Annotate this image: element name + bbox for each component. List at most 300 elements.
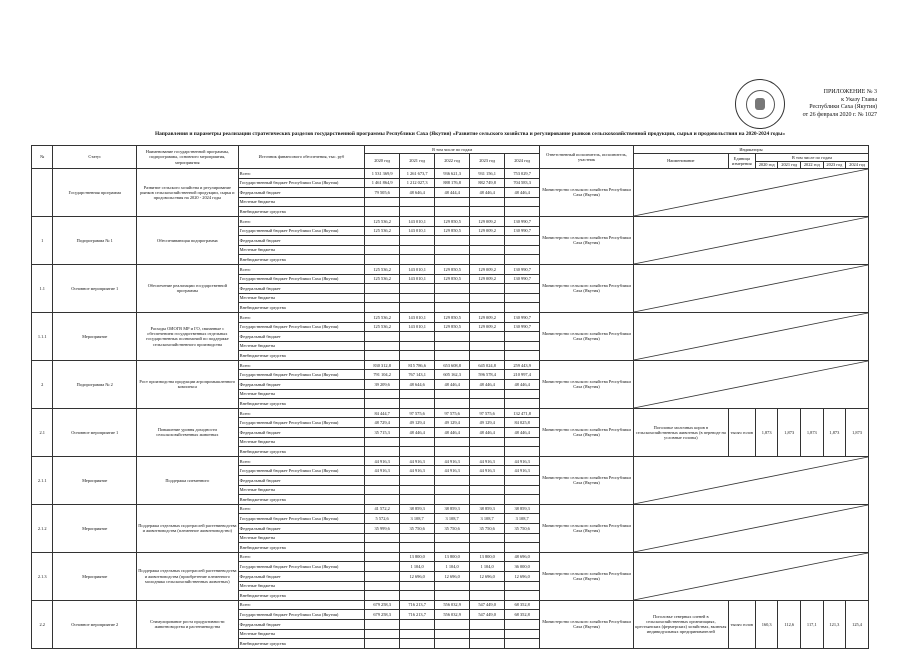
amount-cell	[435, 476, 470, 486]
table-row	[32, 456, 869, 466]
amount-cell: 48 446,4	[470, 380, 505, 390]
amount-cell: 68 352,8	[505, 610, 540, 620]
amount-cell	[470, 197, 505, 207]
amount-cell: 130 990,7	[505, 312, 540, 322]
source-label: Федеральный бюджет	[238, 428, 364, 438]
amount-cell	[470, 255, 505, 265]
amount-cell	[505, 543, 540, 553]
indicator-name: Поголовье молочных коров в сельскохозяйственных животных (в переводе на условные головы)	[633, 408, 728, 456]
amount-cell: 44 916,3	[400, 466, 435, 476]
row-executor: Министерство сельского хозяйства Республики Саха (Якутия)	[540, 360, 634, 408]
row-status: Подпрограмма № 1	[53, 216, 137, 264]
amount-cell	[505, 197, 540, 207]
amount-cell	[470, 293, 505, 303]
amount-cell	[505, 236, 540, 246]
amount-cell: 704 583,3	[505, 178, 540, 188]
amount-cell	[470, 303, 505, 313]
amount-cell	[365, 562, 400, 572]
amount-cell: 679 258,3	[365, 600, 400, 610]
amount-cell	[365, 495, 400, 505]
amount-cell	[470, 639, 505, 649]
table-row	[32, 360, 869, 370]
amount-cell: 210 997,4	[505, 370, 540, 380]
amount-cell	[365, 236, 400, 246]
amount-cell: 12 696,0	[470, 571, 505, 581]
amount-cell	[400, 293, 435, 303]
amount-cell	[435, 341, 470, 351]
amount-cell	[435, 207, 470, 217]
table-row	[32, 504, 869, 514]
amount-cell: 44 916,3	[435, 466, 470, 476]
amount-cell	[435, 533, 470, 543]
source-label: Внебюджетные средства	[238, 207, 364, 217]
amount-cell	[400, 389, 435, 399]
header-year: 2023 год	[470, 154, 505, 169]
amount-cell: 129 850,5	[435, 226, 470, 236]
amount-cell: 596 578,4	[470, 370, 505, 380]
row-name: Поддержка племенного	[137, 456, 239, 504]
indicator-value: 1,873	[823, 408, 846, 456]
amount-cell: 68 352,8	[505, 600, 540, 610]
source-label: Всего	[238, 552, 364, 562]
source-label: Всего	[238, 600, 364, 610]
indicator-value: 117,1	[801, 600, 824, 648]
source-label: Государственный бюджет Республики Саха (Якутия)	[238, 514, 364, 524]
amount-cell: 48 446,4	[505, 188, 540, 198]
amount-cell: 44 916,3	[505, 466, 540, 476]
source-label: Внебюджетные средства	[238, 255, 364, 265]
amount-cell: 44 916,3	[470, 466, 505, 476]
amount-cell: 44 916,3	[435, 456, 470, 466]
amount-cell: 35 999,6	[365, 523, 400, 533]
amount-cell: 129 850,5	[435, 274, 470, 284]
amount-cell: 44 916,3	[400, 456, 435, 466]
amount-cell	[505, 591, 540, 601]
amount-cell	[365, 533, 400, 543]
amount-cell	[435, 629, 470, 639]
source-label: Федеральный бюджет	[238, 188, 364, 198]
row-num	[32, 169, 53, 217]
amount-cell: 44 916,3	[365, 466, 400, 476]
source-label: Федеральный бюджет	[238, 476, 364, 486]
amount-cell	[505, 207, 540, 217]
amount-cell: 130 990,7	[505, 226, 540, 236]
amount-cell	[400, 351, 435, 361]
amount-cell	[435, 293, 470, 303]
row-name: Поддержка отдельных подотраслей растениеводства и животноводства (племенное животноводство)	[137, 504, 239, 552]
empty-indicator-cell	[633, 264, 868, 312]
indicator-value: 1,873	[778, 408, 801, 456]
source-label: Местные бюджеты	[238, 293, 364, 303]
amount-cell	[365, 543, 400, 553]
amount-cell	[365, 552, 400, 562]
amount-cell: 130 990,7	[505, 322, 540, 332]
amount-cell	[365, 293, 400, 303]
amount-cell: 48 646,4	[400, 188, 435, 198]
amount-cell: 547 449,0	[470, 610, 505, 620]
empty-indicator-cell	[633, 360, 868, 408]
row-num: 1.1	[32, 264, 53, 312]
amount-cell: 830 312,8	[365, 360, 400, 370]
amount-cell: 38 859,3	[505, 504, 540, 514]
amount-cell	[505, 245, 540, 255]
header-num: №	[32, 146, 53, 169]
amount-cell: 35 750,6	[505, 523, 540, 533]
source-label: Всего	[238, 408, 364, 418]
amount-cell: 653 608,8	[435, 360, 470, 370]
amount-cell	[365, 284, 400, 294]
amount-cell	[365, 245, 400, 255]
amount-cell: 44 916,3	[505, 456, 540, 466]
header-source: Источник финансового обеспечения, тыс. руб	[238, 146, 364, 169]
amount-cell	[435, 399, 470, 409]
amount-cell	[505, 284, 540, 294]
amount-cell	[470, 543, 505, 553]
amount-cell	[400, 533, 435, 543]
amount-cell: 49 129,4	[400, 418, 435, 428]
amount-cell	[505, 485, 540, 495]
amount-cell: 1 531 369,9	[365, 169, 400, 179]
program-table	[31, 145, 869, 649]
row-num: 2.1	[32, 408, 53, 456]
amount-cell: 48 696,0	[505, 552, 540, 562]
amount-cell: 48 446,4	[470, 188, 505, 198]
header-year: 2021 год	[400, 154, 435, 169]
amount-cell	[400, 284, 435, 294]
amount-cell: 97 575,6	[470, 408, 505, 418]
amount-cell	[365, 476, 400, 486]
row-executor: Министерство сельского хозяйства Республики Саха (Якутия)	[540, 552, 634, 600]
amount-cell	[470, 332, 505, 342]
amount-cell: 1 104,0	[435, 562, 470, 572]
header-year: 2024 год	[505, 154, 540, 169]
row-status: Мероприятие	[53, 504, 137, 552]
amount-cell: 49 129,4	[435, 418, 470, 428]
amount-cell: 13 800,0	[435, 552, 470, 562]
amount-cell: 143 010,1	[400, 226, 435, 236]
amount-cell	[435, 581, 470, 591]
empty-indicator-cell	[633, 552, 868, 600]
indicator-value: 121,3	[823, 600, 846, 648]
amount-cell	[505, 341, 540, 351]
diagonal-strike	[634, 457, 868, 504]
source-label: Всего	[238, 360, 364, 370]
amount-cell	[470, 619, 505, 629]
source-label: Местные бюджеты	[238, 533, 364, 543]
header-ind-year: 2020 год	[755, 162, 778, 169]
amount-cell	[470, 447, 505, 457]
amount-cell: 12 696,0	[435, 571, 470, 581]
source-label: Государственный бюджет Республики Саха (Якутия)	[238, 610, 364, 620]
amount-cell: 48 446,4	[505, 380, 540, 390]
amount-cell	[400, 543, 435, 553]
amount-cell: 125 536,2	[365, 274, 400, 284]
amount-cell: 767 143,1	[400, 370, 435, 380]
amount-cell: 125 536,2	[365, 216, 400, 226]
header-ind-year: 2023 год	[823, 162, 846, 169]
source-label: Местные бюджеты	[238, 485, 364, 495]
source-label: Федеральный бюджет	[238, 571, 364, 581]
amount-cell: 35 750,6	[435, 523, 470, 533]
amount-cell: 129 009,2	[470, 216, 505, 226]
table-row	[32, 312, 869, 322]
source-label: Федеральный бюджет	[238, 236, 364, 246]
amount-cell	[435, 437, 470, 447]
amount-cell	[435, 284, 470, 294]
amount-cell	[505, 389, 540, 399]
amount-cell: 44 916,3	[470, 456, 505, 466]
amount-cell	[505, 293, 540, 303]
amount-cell: 125 536,2	[365, 264, 400, 274]
source-label: Внебюджетные средства	[238, 399, 364, 409]
amount-cell	[365, 485, 400, 495]
amount-cell	[365, 207, 400, 217]
header-ind-year: 2021 год	[778, 162, 801, 169]
amount-cell: 125 536,2	[365, 322, 400, 332]
header-ind-year: 2024 год	[846, 162, 869, 169]
amount-cell	[435, 236, 470, 246]
row-executor: Министерство сельского хозяйства Республики Саха (Якутия)	[540, 312, 634, 360]
source-label: Всего	[238, 169, 364, 179]
amount-cell	[365, 437, 400, 447]
header-status: Статус	[53, 146, 137, 169]
amount-cell	[505, 581, 540, 591]
amount-cell: 41 572,2	[365, 504, 400, 514]
amount-cell	[435, 543, 470, 553]
source-label: Местные бюджеты	[238, 629, 364, 639]
amount-cell	[470, 351, 505, 361]
amount-cell	[470, 591, 505, 601]
amount-cell	[400, 236, 435, 246]
row-name: Поддержка отдельных подотраслей растениеводства и животноводства (приобретение племенного молодняка сельскохозяйственных животных)	[137, 552, 239, 600]
amount-cell: 3 108,7	[470, 514, 505, 524]
source-label: Местные бюджеты	[238, 341, 364, 351]
amount-cell: 97 575,6	[400, 408, 435, 418]
amount-cell: 38 859,3	[400, 504, 435, 514]
amount-cell: 129 009,2	[470, 274, 505, 284]
amount-cell	[505, 351, 540, 361]
amount-cell: 143 010,1	[400, 312, 435, 322]
row-num: 2.2	[32, 600, 53, 648]
row-num: 2.1.1	[32, 456, 53, 504]
amount-cell	[400, 332, 435, 342]
amount-cell: 49 129,4	[470, 418, 505, 428]
amount-cell	[400, 197, 435, 207]
amount-cell: 3 108,7	[435, 514, 470, 524]
amount-cell	[400, 447, 435, 457]
amount-cell: 84 025,8	[505, 418, 540, 428]
amount-cell	[470, 399, 505, 409]
amount-cell: 130 990,7	[505, 274, 540, 284]
amount-cell	[470, 476, 505, 486]
source-label: Государственный бюджет Республики Саха (Якутия)	[238, 562, 364, 572]
amount-cell: 936 621,3	[435, 169, 470, 179]
amount-cell	[435, 255, 470, 265]
amount-cell	[400, 341, 435, 351]
source-label: Внебюджетные средства	[238, 495, 364, 505]
table-row	[32, 264, 869, 274]
amount-cell	[435, 332, 470, 342]
amount-cell: 3 108,7	[400, 514, 435, 524]
header-executor: Ответственный исполнитель, исполнитель, участник	[540, 146, 634, 169]
amount-cell: 931 156,1	[470, 169, 505, 179]
header-unit: Единица измерения	[728, 154, 755, 169]
amount-cell	[470, 284, 505, 294]
amount-cell: 125 536,2	[365, 226, 400, 236]
source-label: Внебюджетные средства	[238, 543, 364, 553]
amount-cell	[505, 495, 540, 505]
amount-cell: 547 449,0	[470, 600, 505, 610]
amount-cell: 679 258,3	[365, 610, 400, 620]
header-ind-incl-years: В том числе по годам	[755, 154, 868, 162]
amount-cell	[435, 495, 470, 505]
header-year: 2020 год	[365, 154, 400, 169]
amount-cell	[400, 399, 435, 409]
amount-cell	[400, 629, 435, 639]
header-year: 2022 год	[435, 154, 470, 169]
amount-cell	[470, 495, 505, 505]
amount-cell	[365, 303, 400, 313]
row-status: Основное мероприятие 1	[53, 264, 137, 312]
amount-cell	[365, 341, 400, 351]
amount-cell: 716 213,7	[400, 600, 435, 610]
amount-cell	[435, 639, 470, 649]
amount-cell: 143 010,1	[400, 264, 435, 274]
amount-cell	[400, 639, 435, 649]
amount-cell: 129 850,5	[435, 312, 470, 322]
amount-cell	[400, 476, 435, 486]
source-label: Внебюджетные средства	[238, 351, 364, 361]
source-label: Всего	[238, 264, 364, 274]
source-label: Федеральный бюджет	[238, 380, 364, 390]
amount-cell	[365, 197, 400, 207]
diagonal-strike	[634, 169, 868, 216]
amount-cell	[505, 476, 540, 486]
amount-cell: 5 572,6	[365, 514, 400, 524]
indicator-value: 160,3	[755, 600, 778, 648]
amount-cell	[365, 351, 400, 361]
amount-cell: 48 446,4	[435, 380, 470, 390]
amount-cell: 143 010,1	[400, 274, 435, 284]
amount-cell	[435, 619, 470, 629]
amount-cell	[470, 533, 505, 543]
amount-cell: 48 446,4	[505, 428, 540, 438]
header-indicators: Индикаторы	[633, 146, 868, 154]
amount-cell: 129 850,5	[435, 264, 470, 274]
amount-cell	[365, 255, 400, 265]
amount-cell	[400, 303, 435, 313]
document-title: Направления и параметры реализации стратегических разделов государственной программы Республики Саха (Якутия) «Развитие сельского хозяйства и регулирование рынков сельскохозяйственной продукции, сырья и продовольствия на 2020-2024 годы»	[154, 131, 786, 137]
amount-cell	[365, 332, 400, 342]
source-label: Всего	[238, 504, 364, 514]
amount-cell: 129 850,5	[435, 322, 470, 332]
amount-cell	[400, 485, 435, 495]
table-row	[32, 408, 869, 418]
amount-cell: 38 859,3	[435, 504, 470, 514]
amount-cell: 882 749,8	[470, 178, 505, 188]
amount-cell: 79 505,6	[365, 188, 400, 198]
indicator-name: Поголовье северных оленей в сельскохозяйственных организациях, крестьянских (фермерских) хозяйствах, включая индивидуальных предпринимателей	[633, 600, 728, 648]
amount-cell: 129 009,2	[470, 322, 505, 332]
row-status: Мероприятие	[53, 312, 137, 360]
row-num: 1.1.1	[32, 312, 53, 360]
row-name: Рост производства продукции агропромышленного комплекса	[137, 360, 239, 408]
row-executor: Министерство сельского хозяйства Республики Саха (Якутия)	[540, 264, 634, 312]
amount-cell: 48 729,4	[365, 418, 400, 428]
row-executor: Министерство сельского хозяйства Республики Саха (Якутия)	[540, 504, 634, 552]
amount-cell	[470, 341, 505, 351]
diagonal-strike	[634, 505, 868, 552]
appendix-block	[792, 89, 877, 119]
amount-cell	[470, 245, 505, 255]
indicator-value: 1,873	[801, 408, 824, 456]
amount-cell: 97 575,6	[435, 408, 470, 418]
source-label: Государственный бюджет Республики Саха (Якутия)	[238, 322, 364, 332]
amount-cell: 38 859,3	[470, 504, 505, 514]
appendix-line: Республики Саха (Якутия)	[809, 104, 877, 110]
source-label: Внебюджетные средства	[238, 303, 364, 313]
source-label: Всего	[238, 216, 364, 226]
amount-cell: 753 029,7	[505, 169, 540, 179]
amount-cell	[505, 619, 540, 629]
amount-cell	[470, 437, 505, 447]
source-label: Федеральный бюджет	[238, 284, 364, 294]
source-label: Федеральный бюджет	[238, 523, 364, 533]
amount-cell: 143 010,1	[400, 322, 435, 332]
amount-cell	[365, 629, 400, 639]
diagonal-strike	[634, 265, 868, 312]
amount-cell: 259 443,9	[505, 360, 540, 370]
amount-cell	[470, 236, 505, 246]
table-row	[32, 552, 869, 562]
row-status: Мероприятие	[53, 552, 137, 600]
amount-cell	[505, 399, 540, 409]
amount-cell: 12 696,0	[400, 571, 435, 581]
diagonal-strike	[634, 313, 868, 360]
row-executor: Министерство сельского хозяйства Республики Саха (Якутия)	[540, 456, 634, 504]
appendix-line: ПРИЛОЖЕНИЕ № 3	[823, 89, 877, 95]
row-status: Основное мероприятие 2	[53, 600, 137, 648]
amount-cell	[435, 485, 470, 495]
amount-cell: 1 104,0	[400, 562, 435, 572]
amount-cell	[505, 255, 540, 265]
amount-cell: 35 750,6	[400, 523, 435, 533]
indicator-value: 1,873	[846, 408, 869, 456]
amount-cell: 815 786,6	[400, 360, 435, 370]
amount-cell	[365, 447, 400, 457]
source-label: Государственный бюджет Республики Саха (Якутия)	[238, 418, 364, 428]
source-label: Федеральный бюджет	[238, 332, 364, 342]
indicator-value: 125,4	[846, 600, 869, 648]
source-label: Внебюджетные средства	[238, 591, 364, 601]
amount-cell	[365, 399, 400, 409]
source-label: Местные бюджеты	[238, 437, 364, 447]
indicator-unit: тысяч голов	[728, 408, 755, 456]
amount-cell	[365, 581, 400, 591]
amount-cell	[470, 389, 505, 399]
row-status: Подпрограмма № 2	[53, 360, 137, 408]
source-label: Государственный бюджет Республики Саха (Якутия)	[238, 370, 364, 380]
diagonal-strike	[634, 217, 868, 264]
amount-cell	[505, 629, 540, 639]
appendix-line: от 26 февраля 2020 г. № 1027	[802, 111, 877, 118]
row-status: Государственная программа	[53, 169, 137, 217]
header-ind-year: 2022 год	[801, 162, 824, 169]
row-num: 2.1.2	[32, 504, 53, 552]
source-label: Местные бюджеты	[238, 197, 364, 207]
empty-indicator-cell	[633, 504, 868, 552]
amount-cell	[505, 533, 540, 543]
